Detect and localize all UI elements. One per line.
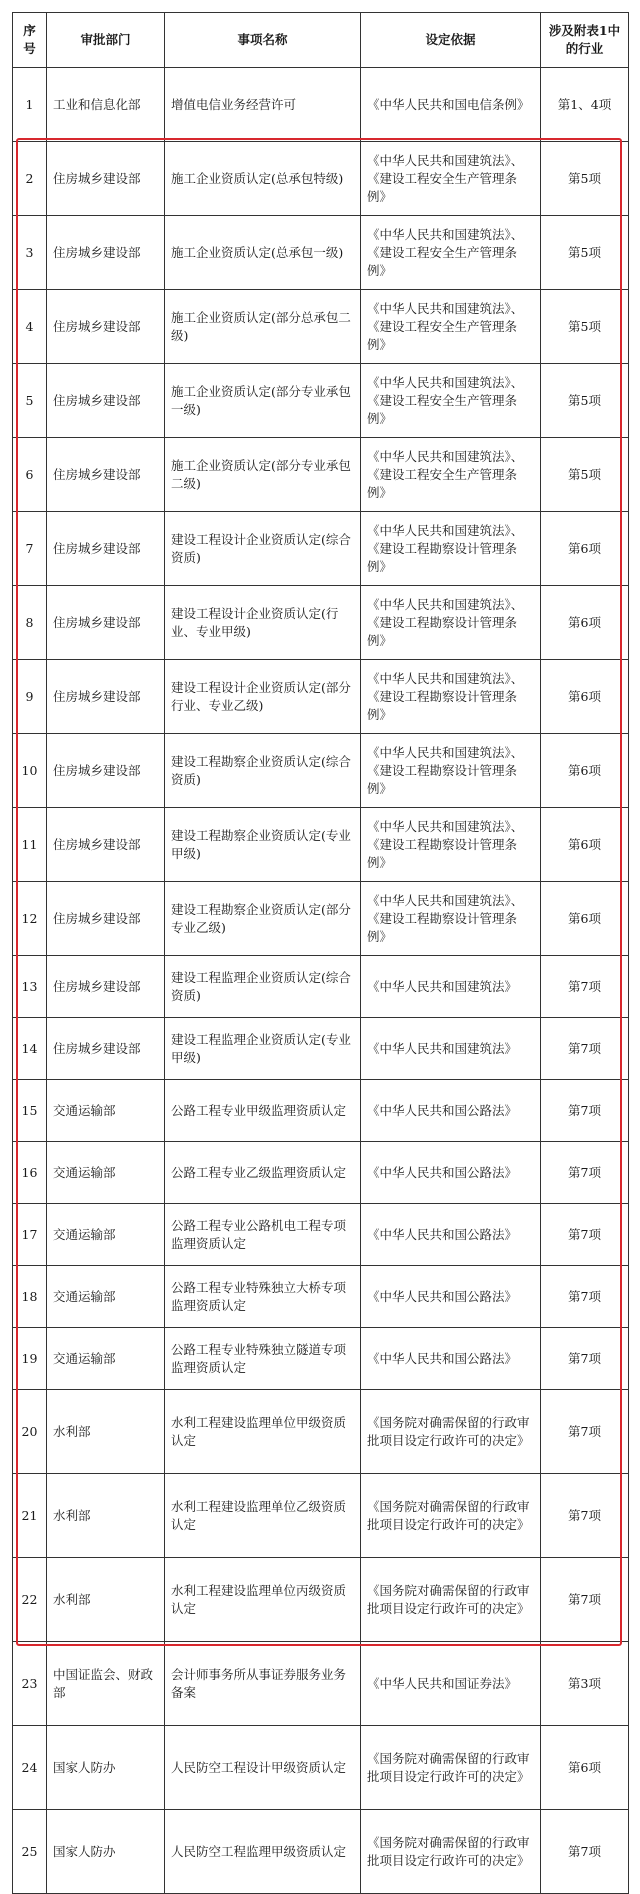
table-row xyxy=(13,956,629,1018)
cell-basis: 《中华人民共和国公路法》 xyxy=(361,1266,541,1328)
cell-dept: 交通运输部 xyxy=(47,1142,165,1204)
cell-industry: 第7项 xyxy=(541,1474,629,1558)
header-basis: 设定依据 xyxy=(361,13,541,68)
cell-idx: 1 xyxy=(13,68,47,142)
table-row xyxy=(13,1328,629,1390)
table-row xyxy=(13,438,629,512)
cell-name: 人民防空工程设计甲级资质认定 xyxy=(165,1726,361,1810)
cell-basis: 《国务院对确需保留的行政审批项目设定行政许可的决定》 xyxy=(361,1474,541,1558)
table-row xyxy=(13,142,629,216)
cell-basis: 《中华人民共和国公路法》 xyxy=(361,1080,541,1142)
table-row xyxy=(13,364,629,438)
header-dept: 审批部门 xyxy=(47,13,165,68)
cell-dept: 水利部 xyxy=(47,1390,165,1474)
cell-dept: 住房城乡建设部 xyxy=(47,142,165,216)
cell-idx: 5 xyxy=(13,364,47,438)
cell-dept: 交通运输部 xyxy=(47,1204,165,1266)
cell-dept: 交通运输部 xyxy=(47,1328,165,1390)
table-row xyxy=(13,586,629,660)
approval-items-table xyxy=(12,12,629,1894)
cell-industry: 第6项 xyxy=(541,512,629,586)
table-row xyxy=(13,216,629,290)
cell-dept: 住房城乡建设部 xyxy=(47,290,165,364)
cell-name: 施工企业资质认定(总承包一级) xyxy=(165,216,361,290)
cell-industry: 第5项 xyxy=(541,216,629,290)
cell-industry: 第7项 xyxy=(541,1390,629,1474)
cell-industry: 第6项 xyxy=(541,1726,629,1810)
cell-basis: 《中华人民共和国建筑法》、《建设工程勘察设计管理条例》 xyxy=(361,882,541,956)
cell-industry: 第7项 xyxy=(541,956,629,1018)
cell-basis: 《中华人民共和国建筑法》、《建设工程安全生产管理条例》 xyxy=(361,364,541,438)
cell-industry: 第7项 xyxy=(541,1558,629,1642)
table-row xyxy=(13,1266,629,1328)
table-row xyxy=(13,1558,629,1642)
table-row xyxy=(13,1474,629,1558)
cell-idx: 12 xyxy=(13,882,47,956)
cell-dept: 住房城乡建设部 xyxy=(47,364,165,438)
cell-basis: 《中华人民共和国建筑法》、《建设工程安全生产管理条例》 xyxy=(361,142,541,216)
cell-name: 建设工程勘察企业资质认定(部分专业乙级) xyxy=(165,882,361,956)
cell-idx: 14 xyxy=(13,1018,47,1080)
cell-basis: 《中华人民共和国建筑法》、《建设工程勘察设计管理条例》 xyxy=(361,512,541,586)
cell-industry: 第6项 xyxy=(541,660,629,734)
cell-name: 公路工程专业特殊独立大桥专项监理资质认定 xyxy=(165,1266,361,1328)
cell-dept: 交通运输部 xyxy=(47,1080,165,1142)
cell-dept: 国家人防办 xyxy=(47,1810,165,1894)
cell-dept: 住房城乡建设部 xyxy=(47,216,165,290)
cell-idx: 6 xyxy=(13,438,47,512)
cell-basis: 《中华人民共和国公路法》 xyxy=(361,1142,541,1204)
cell-name: 增值电信业务经营许可 xyxy=(165,68,361,142)
cell-dept: 住房城乡建设部 xyxy=(47,512,165,586)
header-name: 事项名称 xyxy=(165,13,361,68)
cell-basis: 《中华人民共和国建筑法》、《建设工程勘察设计管理条例》 xyxy=(361,660,541,734)
cell-industry: 第1、4项 xyxy=(541,68,629,142)
cell-industry: 第5项 xyxy=(541,438,629,512)
table-row xyxy=(13,1018,629,1080)
cell-industry: 第3项 xyxy=(541,1642,629,1726)
cell-industry: 第6项 xyxy=(541,882,629,956)
cell-industry: 第7项 xyxy=(541,1204,629,1266)
cell-dept: 住房城乡建设部 xyxy=(47,1018,165,1080)
cell-industry: 第7项 xyxy=(541,1266,629,1328)
cell-basis: 《中华人民共和国公路法》 xyxy=(361,1328,541,1390)
cell-industry: 第6项 xyxy=(541,586,629,660)
cell-basis: 《中华人民共和国建筑法》、《建设工程勘察设计管理条例》 xyxy=(361,734,541,808)
cell-basis: 《国务院对确需保留的行政审批项目设定行政许可的决定》 xyxy=(361,1558,541,1642)
cell-basis: 《中华人民共和国建筑法》、《建设工程勘察设计管理条例》 xyxy=(361,586,541,660)
cell-idx: 8 xyxy=(13,586,47,660)
table-row xyxy=(13,1080,629,1142)
cell-dept: 中国证监会、财政部 xyxy=(47,1642,165,1726)
cell-idx: 17 xyxy=(13,1204,47,1266)
cell-idx: 10 xyxy=(13,734,47,808)
header-idx: 序号 xyxy=(13,13,47,68)
cell-basis: 《中华人民共和国建筑法》、《建设工程安全生产管理条例》 xyxy=(361,290,541,364)
cell-name: 公路工程专业公路机电工程专项监理资质认定 xyxy=(165,1204,361,1266)
cell-industry: 第5项 xyxy=(541,290,629,364)
cell-idx: 18 xyxy=(13,1266,47,1328)
cell-industry: 第5项 xyxy=(541,364,629,438)
cell-name: 水利工程建设监理单位乙级资质认定 xyxy=(165,1474,361,1558)
table-row xyxy=(13,882,629,956)
cell-name: 施工企业资质认定(部分专业承包一级) xyxy=(165,364,361,438)
cell-name: 建设工程勘察企业资质认定(综合资质) xyxy=(165,734,361,808)
cell-idx: 16 xyxy=(13,1142,47,1204)
cell-name: 会计师事务所从事证券服务业务备案 xyxy=(165,1642,361,1726)
cell-basis: 《中华人民共和国建筑法》、《建设工程安全生产管理条例》 xyxy=(361,438,541,512)
cell-idx: 22 xyxy=(13,1558,47,1642)
cell-idx: 7 xyxy=(13,512,47,586)
cell-basis: 《中华人民共和国建筑法》 xyxy=(361,1018,541,1080)
cell-name: 建设工程设计企业资质认定(行业、专业甲级) xyxy=(165,586,361,660)
cell-name: 建设工程监理企业资质认定(专业甲级) xyxy=(165,1018,361,1080)
table-row xyxy=(13,1142,629,1204)
table-row xyxy=(13,660,629,734)
cell-idx: 2 xyxy=(13,142,47,216)
table-row xyxy=(13,734,629,808)
cell-basis: 《中华人民共和国电信条例》 xyxy=(361,68,541,142)
cell-industry: 第5项 xyxy=(541,142,629,216)
cell-basis: 《中华人民共和国建筑法》 xyxy=(361,956,541,1018)
table-row xyxy=(13,68,629,142)
cell-industry: 第6项 xyxy=(541,808,629,882)
cell-dept: 住房城乡建设部 xyxy=(47,882,165,956)
cell-name: 公路工程专业乙级监理资质认定 xyxy=(165,1142,361,1204)
cell-name: 公路工程专业甲级监理资质认定 xyxy=(165,1080,361,1142)
cell-dept: 住房城乡建设部 xyxy=(47,808,165,882)
cell-name: 水利工程建设监理单位甲级资质认定 xyxy=(165,1390,361,1474)
cell-idx: 3 xyxy=(13,216,47,290)
cell-basis: 《中华人民共和国证券法》 xyxy=(361,1642,541,1726)
table-row xyxy=(13,1810,629,1894)
cell-name: 建设工程设计企业资质认定(部分行业、专业乙级) xyxy=(165,660,361,734)
cell-idx: 13 xyxy=(13,956,47,1018)
cell-industry: 第7项 xyxy=(541,1328,629,1390)
table-row xyxy=(13,512,629,586)
table-row xyxy=(13,290,629,364)
cell-idx: 20 xyxy=(13,1390,47,1474)
header-row xyxy=(13,13,629,68)
cell-idx: 15 xyxy=(13,1080,47,1142)
cell-dept: 工业和信息化部 xyxy=(47,68,165,142)
cell-dept: 住房城乡建设部 xyxy=(47,586,165,660)
table-row xyxy=(13,1390,629,1474)
cell-idx: 21 xyxy=(13,1474,47,1558)
cell-industry: 第7项 xyxy=(541,1080,629,1142)
document xyxy=(12,12,628,1894)
cell-idx: 23 xyxy=(13,1642,47,1726)
cell-dept: 国家人防办 xyxy=(47,1726,165,1810)
cell-name: 建设工程勘察企业资质认定(专业甲级) xyxy=(165,808,361,882)
cell-idx: 25 xyxy=(13,1810,47,1894)
cell-idx: 11 xyxy=(13,808,47,882)
cell-dept: 住房城乡建设部 xyxy=(47,734,165,808)
cell-idx: 24 xyxy=(13,1726,47,1810)
cell-basis: 《中华人民共和国建筑法》、《建设工程勘察设计管理条例》 xyxy=(361,808,541,882)
cell-name: 建设工程监理企业资质认定(综合资质) xyxy=(165,956,361,1018)
cell-idx: 4 xyxy=(13,290,47,364)
cell-basis: 《国务院对确需保留的行政审批项目设定行政许可的决定》 xyxy=(361,1390,541,1474)
cell-name: 施工企业资质认定(部分专业承包二级) xyxy=(165,438,361,512)
cell-basis: 《中华人民共和国建筑法》、《建设工程安全生产管理条例》 xyxy=(361,216,541,290)
table-row xyxy=(13,1204,629,1266)
cell-industry: 第7项 xyxy=(541,1142,629,1204)
cell-idx: 19 xyxy=(13,1328,47,1390)
cell-name: 人民防空工程监理甲级资质认定 xyxy=(165,1810,361,1894)
cell-dept: 水利部 xyxy=(47,1558,165,1642)
cell-dept: 交通运输部 xyxy=(47,1266,165,1328)
table-row xyxy=(13,1642,629,1726)
cell-industry: 第7项 xyxy=(541,1810,629,1894)
cell-dept: 水利部 xyxy=(47,1474,165,1558)
cell-dept: 住房城乡建设部 xyxy=(47,438,165,512)
cell-industry: 第7项 xyxy=(541,1018,629,1080)
cell-name: 水利工程建设监理单位丙级资质认定 xyxy=(165,1558,361,1642)
cell-dept: 住房城乡建设部 xyxy=(47,956,165,1018)
table-row xyxy=(13,808,629,882)
cell-industry: 第6项 xyxy=(541,734,629,808)
cell-basis: 《中华人民共和国公路法》 xyxy=(361,1204,541,1266)
cell-name: 公路工程专业特殊独立隧道专项监理资质认定 xyxy=(165,1328,361,1390)
cell-name: 建设工程设计企业资质认定(综合资质) xyxy=(165,512,361,586)
cell-dept: 住房城乡建设部 xyxy=(47,660,165,734)
header-industry: 涉及附表1中的行业 xyxy=(541,13,629,68)
cell-idx: 9 xyxy=(13,660,47,734)
cell-basis: 《国务院对确需保留的行政审批项目设定行政许可的决定》 xyxy=(361,1810,541,1894)
table-row xyxy=(13,1726,629,1810)
cell-name: 施工企业资质认定(总承包特级) xyxy=(165,142,361,216)
cell-name: 施工企业资质认定(部分总承包二级) xyxy=(165,290,361,364)
cell-basis: 《国务院对确需保留的行政审批项目设定行政许可的决定》 xyxy=(361,1726,541,1810)
